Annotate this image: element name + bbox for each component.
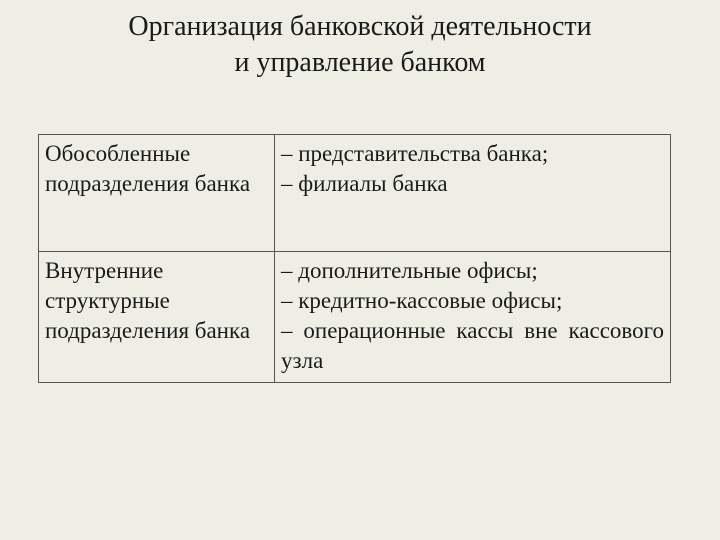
list-item: – представительства банка; [281,141,549,166]
row-label-cell [39,135,275,252]
row-items-cell [275,252,671,383]
title-line-2: и управление банком [234,47,486,78]
table-row [39,135,671,252]
title-line-1: Организация банковской деятельности [128,11,592,42]
list-item: – дополнительные офисы; [281,258,538,283]
list-item: – операционные кассы вне кассового узла [281,318,664,373]
list-item: – филиалы банка [281,171,448,196]
subdivisions-table [38,134,671,383]
slide-title [0,9,720,81]
list-item: – кредитно-кассовые офисы; [281,288,563,313]
row-label: Обособленные подразделения банка [45,141,251,196]
row-items-cell [275,135,671,252]
table-row [39,252,671,383]
row-label-cell [39,252,275,383]
row-label: Внутренние структурные подразделения банка [45,258,251,343]
